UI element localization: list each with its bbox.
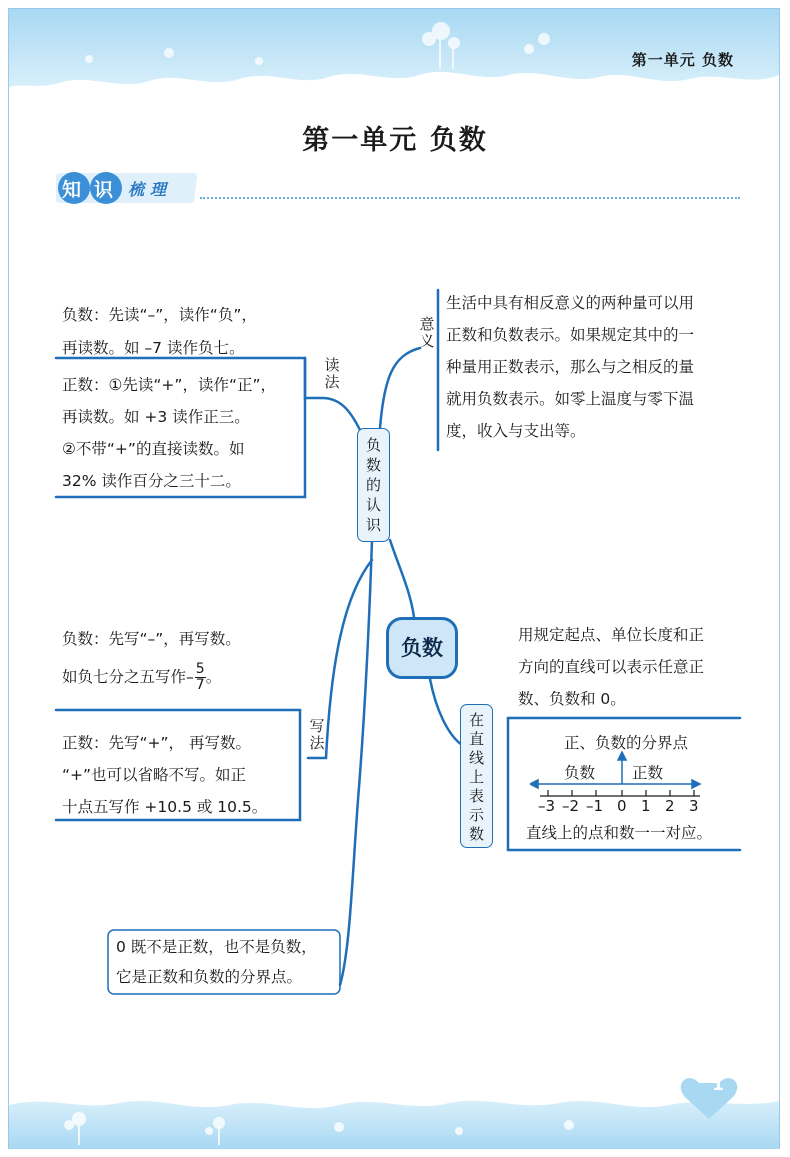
write-positive-line-3: 十点五写作 +10.5 或 10.5。 <box>62 798 268 816</box>
numberline-caption: 直线上的点和数一一对应。 <box>526 824 713 842</box>
write-negative-line-2-text: 如负七分之五写作 <box>62 668 187 686</box>
read-positive-line-3: ②不带“+”的直接读数。如 <box>62 440 245 458</box>
page-title: 第一单元 负数 <box>302 125 488 156</box>
write-positive-line-2: “+”也可以省略不写。如正 <box>62 766 247 784</box>
page-number: 1 <box>712 1075 724 1095</box>
numberline-text-line-3: 数、负数和 0。 <box>518 690 626 708</box>
tick-label: –1 <box>586 797 604 815</box>
branch-label-meaning: 意义 <box>419 315 435 350</box>
badge-char-1: 知 <box>62 179 82 201</box>
branch-label-write: 写法 <box>309 717 325 752</box>
branch-label-read: 读法 <box>324 356 340 391</box>
meaning-line-3: 种量用正数表示，那么与之相反的量 <box>446 358 695 376</box>
meaning-line-5: 度，收入与支出等。 <box>446 422 586 440</box>
write-positive-line-1: 正数：先写“+”， 再写数。 <box>62 734 251 752</box>
tick-label: –3 <box>538 797 556 815</box>
badge-char-3: 梳 <box>128 180 145 199</box>
tick-label: 1 <box>641 797 651 815</box>
numberline-text-line-1: 用规定起点、单位长度和正 <box>518 626 705 644</box>
node-number-line <box>460 704 493 848</box>
node-number-line-label: 在直线上表示数 <box>468 711 484 843</box>
node-negative-recognition <box>357 428 390 542</box>
read-negative-line-1: 负数：先读“–”，读作“负”， <box>62 306 257 324</box>
boundary-point-label: 正、负数的分界点 <box>564 734 689 752</box>
tick-label: 2 <box>665 797 675 815</box>
fraction-denominator: 7 <box>195 677 205 693</box>
fraction-end: 。 <box>205 668 222 686</box>
tick-label: 3 <box>689 797 699 815</box>
fraction-five-sevenths <box>195 662 206 693</box>
center-node-negative-numbers: 负数 <box>386 617 458 679</box>
positive-direction-label: 正数 <box>632 764 664 782</box>
read-negative-line-2: 再读数。如 –7 读作负七。 <box>62 339 245 357</box>
numberline-text-line-2: 方向的直线可以表示任意正 <box>518 658 705 676</box>
meaning-line-1: 生活中具有相反意义的两种量可以用 <box>446 294 695 312</box>
meaning-line-4: 就用负数表示。如零上温度与零下温 <box>446 390 695 408</box>
node-negative-recognition-label: 负数的认识 <box>365 436 381 534</box>
badge-char-2: 识 <box>94 179 114 201</box>
header-unit-label: 第一单元 负数 <box>631 51 734 69</box>
tick-label: 0 <box>617 797 627 815</box>
fraction-sign: – <box>186 668 194 686</box>
read-positive-line-2: 再读数。如 +3 读作正三。 <box>62 408 250 426</box>
zero-note-line-1: 0 既不是正数，也不是负数， <box>116 938 317 956</box>
meaning-line-2: 正数和负数表示。如果规定其中的一 <box>446 326 695 344</box>
negative-direction-label: 负数 <box>564 764 596 782</box>
write-negative-line-1: 负数：先写“–”，再写数。 <box>62 630 241 648</box>
tick-label: –2 <box>562 797 580 815</box>
read-positive-line-1: 正数：①先读“+”，读作“正”， <box>62 376 277 394</box>
write-negative-line-2 <box>62 662 221 693</box>
badge-char-4: 理 <box>150 180 167 199</box>
fraction-numerator: 5 <box>195 661 205 677</box>
zero-note-line-2: 它是正数和负数的分界点。 <box>116 968 303 986</box>
read-positive-line-4: 32% 读作百分之三十二。 <box>62 472 241 490</box>
